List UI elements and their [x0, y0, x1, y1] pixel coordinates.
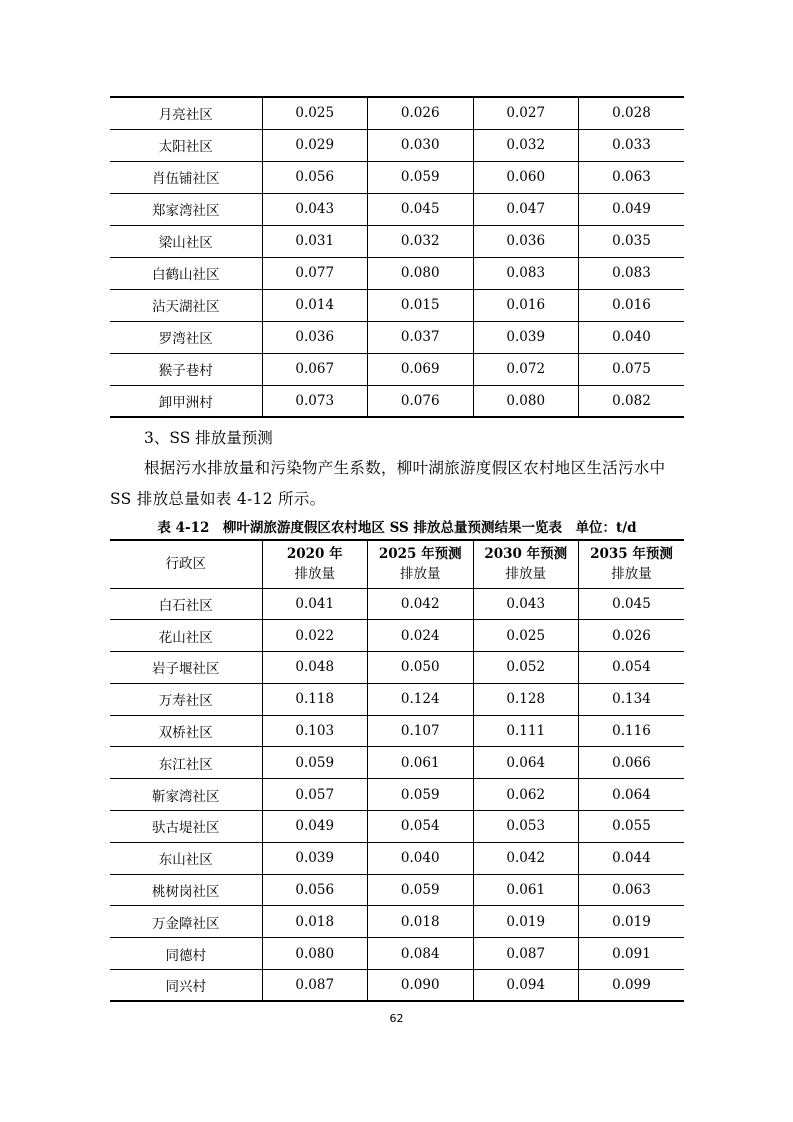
header-2035-line2: 排放量 [611, 566, 652, 583]
district-cell: 桃树岗社区 [110, 874, 262, 906]
value-cell: 0.080 [368, 257, 474, 289]
table-row [110, 321, 684, 353]
header-2025-line2: 排放量 [400, 566, 441, 583]
value-cell: 0.018 [262, 906, 368, 938]
ss-table-body [110, 588, 684, 1001]
value-cell: 0.059 [262, 747, 368, 779]
value-cell: 0.060 [473, 161, 579, 193]
table-row [110, 385, 684, 417]
district-cell: 白石社区 [110, 588, 262, 620]
value-cell: 0.111 [473, 715, 579, 747]
continued-table-body [110, 97, 684, 417]
value-cell: 0.048 [262, 652, 368, 684]
district-cell: 花山社区 [110, 620, 262, 652]
district-cell: 万金障社区 [110, 906, 262, 938]
value-cell: 0.056 [262, 161, 368, 193]
table-header [110, 540, 684, 588]
value-cell: 0.040 [368, 842, 474, 874]
table-row [110, 874, 684, 906]
table-row [110, 652, 684, 684]
header-district [110, 540, 262, 588]
value-cell: 0.022 [262, 620, 368, 652]
district-cell: 月亮社区 [110, 97, 262, 129]
value-cell: 0.015 [368, 289, 474, 321]
value-cell: 0.054 [579, 652, 685, 684]
value-cell: 0.062 [473, 779, 579, 811]
value-cell: 0.134 [579, 683, 685, 715]
value-cell: 0.043 [262, 193, 368, 225]
district-cell: 万寿社区 [110, 683, 262, 715]
value-cell: 0.083 [579, 257, 685, 289]
value-cell: 0.128 [473, 683, 579, 715]
value-cell: 0.029 [262, 129, 368, 161]
value-cell: 0.030 [368, 129, 474, 161]
header-2035-line1: 2035 年预测 [590, 546, 673, 563]
table-row [110, 257, 684, 289]
value-cell: 0.043 [473, 588, 579, 620]
header-2035 [579, 540, 685, 588]
value-cell: 0.059 [368, 874, 474, 906]
table-row [110, 353, 684, 385]
value-cell: 0.059 [368, 779, 474, 811]
value-cell: 0.049 [262, 811, 368, 843]
table-row [110, 715, 684, 747]
continued-data-table [110, 96, 684, 418]
header-2030 [473, 540, 579, 588]
table-row [110, 970, 684, 1002]
district-cell: 驮古堤社区 [110, 811, 262, 843]
value-cell: 0.025 [262, 97, 368, 129]
value-cell: 0.090 [368, 970, 474, 1002]
value-cell: 0.049 [579, 193, 685, 225]
value-cell: 0.087 [262, 970, 368, 1002]
value-cell: 0.014 [262, 289, 368, 321]
value-cell: 0.037 [368, 321, 474, 353]
value-cell: 0.103 [262, 715, 368, 747]
table-row [110, 97, 684, 129]
value-cell: 0.016 [473, 289, 579, 321]
value-cell: 0.080 [262, 938, 368, 970]
value-cell: 0.077 [262, 257, 368, 289]
value-cell: 0.019 [473, 906, 579, 938]
value-cell: 0.042 [368, 588, 474, 620]
district-cell: 猴子巷村 [110, 353, 262, 385]
value-cell: 0.027 [473, 97, 579, 129]
value-cell: 0.019 [579, 906, 685, 938]
value-cell: 0.083 [473, 257, 579, 289]
value-cell: 0.033 [579, 129, 685, 161]
district-cell: 梁山社区 [110, 225, 262, 257]
district-cell: 郑家湾社区 [110, 193, 262, 225]
district-cell: 岩子堰社区 [110, 652, 262, 684]
table-row [110, 620, 684, 652]
value-cell: 0.056 [262, 874, 368, 906]
value-cell: 0.045 [368, 193, 474, 225]
district-cell: 太阳社区 [110, 129, 262, 161]
value-cell: 0.091 [579, 938, 685, 970]
table-row [110, 683, 684, 715]
header-2020-line1: 2020 年 [286, 546, 343, 563]
table-row [110, 747, 684, 779]
value-cell: 0.016 [579, 289, 685, 321]
value-cell: 0.094 [473, 970, 579, 1002]
value-cell: 0.124 [368, 683, 474, 715]
value-cell: 0.036 [473, 225, 579, 257]
table-row [110, 906, 684, 938]
header-2020-line2: 排放量 [294, 566, 335, 583]
value-cell: 0.069 [368, 353, 474, 385]
value-cell: 0.061 [473, 874, 579, 906]
value-cell: 0.026 [579, 620, 685, 652]
table-row [110, 842, 684, 874]
paragraph-line-2: SS 排放总量如表 4-12 所示。 [110, 490, 326, 508]
value-cell: 0.066 [579, 747, 685, 779]
value-cell: 0.036 [262, 321, 368, 353]
value-cell: 0.116 [579, 715, 685, 747]
table-row [110, 193, 684, 225]
district-cell: 卸甲洲村 [110, 385, 262, 417]
district-cell: 白鹤山社区 [110, 257, 262, 289]
value-cell: 0.107 [368, 715, 474, 747]
district-cell: 双桥社区 [110, 715, 262, 747]
value-cell: 0.076 [368, 385, 474, 417]
value-cell: 0.026 [368, 97, 474, 129]
value-cell: 0.059 [368, 161, 474, 193]
district-cell: 肖伍铺社区 [110, 161, 262, 193]
district-cell: 沾天湖社区 [110, 289, 262, 321]
value-cell: 0.032 [473, 129, 579, 161]
table-caption: 表 4-12 柳叶湖旅游度假区农村地区 SS 排放总量预测结果一览表 单位：t/d [157, 520, 637, 536]
district-cell: 东江社区 [110, 747, 262, 779]
value-cell: 0.099 [579, 970, 685, 1002]
value-cell: 0.053 [473, 811, 579, 843]
value-cell: 0.087 [473, 938, 579, 970]
value-cell: 0.067 [262, 353, 368, 385]
district-cell: 靳家湾社区 [110, 779, 262, 811]
header-2030-line2: 排放量 [505, 566, 546, 583]
value-cell: 0.080 [473, 385, 579, 417]
value-cell: 0.084 [368, 938, 474, 970]
section-heading: 3、SS 排放量预测 [144, 429, 273, 447]
value-cell: 0.063 [579, 874, 685, 906]
district-cell: 同德村 [110, 938, 262, 970]
table-row [110, 938, 684, 970]
value-cell: 0.025 [473, 620, 579, 652]
value-cell: 0.044 [579, 842, 685, 874]
header-2025-line1: 2025 年预测 [378, 546, 462, 563]
value-cell: 0.055 [579, 811, 685, 843]
value-cell: 0.064 [473, 747, 579, 779]
table-row [110, 129, 684, 161]
value-cell: 0.031 [262, 225, 368, 257]
value-cell: 0.064 [579, 779, 685, 811]
district-cell: 东山社区 [110, 842, 262, 874]
value-cell: 0.052 [473, 652, 579, 684]
value-cell: 0.042 [473, 842, 579, 874]
district-cell: 同兴村 [110, 970, 262, 1002]
value-cell: 0.041 [262, 588, 368, 620]
value-cell: 0.028 [579, 97, 685, 129]
value-cell: 0.072 [473, 353, 579, 385]
value-cell: 0.040 [579, 321, 685, 353]
header-2025 [368, 540, 474, 588]
header-district-label: 行政区 [165, 556, 206, 573]
value-cell: 0.057 [262, 779, 368, 811]
value-cell: 0.054 [368, 811, 474, 843]
value-cell: 0.063 [579, 161, 685, 193]
value-cell: 0.045 [579, 588, 685, 620]
table-row [110, 811, 684, 843]
value-cell: 0.039 [262, 842, 368, 874]
ss-emission-table [110, 539, 684, 1002]
value-cell: 0.082 [579, 385, 685, 417]
value-cell: 0.075 [579, 353, 685, 385]
value-cell: 0.035 [579, 225, 685, 257]
table-row [110, 225, 684, 257]
header-2020 [262, 540, 368, 588]
value-cell: 0.061 [368, 747, 474, 779]
value-cell: 0.050 [368, 652, 474, 684]
table-row [110, 588, 684, 620]
district-cell: 罗湾社区 [110, 321, 262, 353]
table-row [110, 161, 684, 193]
value-cell: 0.073 [262, 385, 368, 417]
page-number: 62 [389, 1012, 404, 1025]
table-row [110, 289, 684, 321]
value-cell: 0.118 [262, 683, 368, 715]
value-cell: 0.024 [368, 620, 474, 652]
header-2030-line1: 2030 年预测 [484, 546, 568, 563]
table-row [110, 779, 684, 811]
paragraph-line-1: 根据污水排放量和污染物产生系数，柳叶湖旅游度假区农村地区生活污水中 [144, 459, 666, 477]
value-cell: 0.032 [368, 225, 474, 257]
value-cell: 0.018 [368, 906, 474, 938]
value-cell: 0.039 [473, 321, 579, 353]
value-cell: 0.047 [473, 193, 579, 225]
